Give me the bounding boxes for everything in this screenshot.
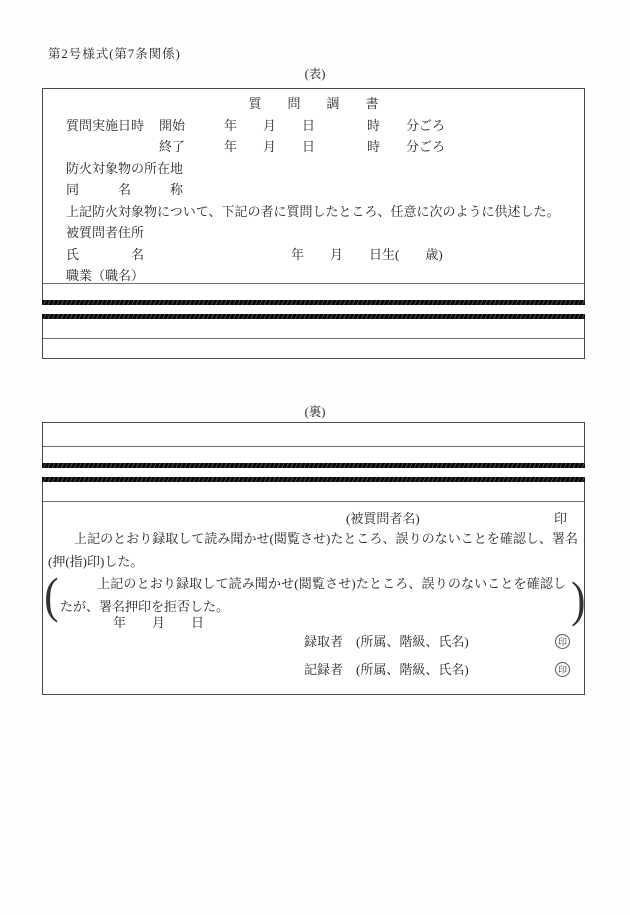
scribe-row [43, 659, 584, 681]
occupation-label: 職業（職名） [66, 268, 145, 283]
respondent-name-label: 氏 名 [66, 247, 145, 262]
statement-intro-row [43, 201, 584, 223]
back-table [42, 477, 585, 695]
left-brace: ( [44, 567, 59, 623]
continuation-row-divider [43, 338, 584, 339]
property-name-label: 同 名 称 [66, 182, 184, 197]
continuation-row-divider-back [43, 446, 584, 447]
question-datetime-start-row [43, 115, 584, 137]
recorder-row [43, 631, 584, 653]
question-datetime-label: 質問実施日時 [66, 118, 145, 133]
property-location-label: 防火対象物の所在地 [66, 161, 184, 176]
respondent-address-row [43, 222, 584, 244]
front-table-title: 質 問 調 書 [248, 96, 379, 111]
respondent-name-caption: (被質問者名) [346, 511, 420, 526]
front-table-divider [43, 283, 584, 284]
respondent-signature-row [43, 508, 584, 530]
back-table-divider [43, 501, 584, 502]
back-side-label: (裏) [304, 405, 326, 419]
start-datetime-fields: 開始 年 月 日 時 分ごろ [159, 118, 446, 133]
seal-label: 印 [554, 511, 568, 526]
property-location-row [43, 158, 584, 180]
birth-date-fields: 年 月 日生( 歳) [291, 247, 443, 262]
question-datetime-end-row [43, 136, 584, 158]
scribe-seal-icon: 印 [555, 662, 570, 677]
statement-intro-text: 上記防火対象物について、下記の者に質問したところ、任意に次のように供述した。 [66, 204, 560, 219]
back-table-tear-line [42, 477, 585, 482]
scribe-label: 記録者 (所属、階級、氏名) [304, 662, 469, 677]
front-table [42, 88, 585, 305]
continuation-tear-line-bottom [42, 463, 585, 468]
front-side-label: (表) [304, 67, 326, 81]
respondent-name-row [43, 244, 584, 266]
front-table-tear-line [42, 300, 585, 305]
date-fields: 年 月 日 [113, 615, 205, 630]
end-datetime-fields: 終了 年 月 日 時 分ごろ [159, 139, 446, 154]
statement-continuation-block-front [42, 314, 585, 359]
statement-continuation-block-back [42, 422, 585, 468]
recorder-label: 録取者 (所属、階級、氏名) [304, 634, 469, 649]
form-number-label: 第2号様式(第7条関係) [48, 47, 181, 61]
continuation-tear-line-top [42, 314, 585, 319]
respondent-address-label: 被質問者住所 [66, 225, 145, 240]
refusal-statement: 上記のとおり録取して読み聞かせ(閲覧させ)たところ、誤りのないことを確認したが、署名押印を拒否した。 [60, 576, 566, 614]
right-brace: ) [571, 571, 586, 627]
recorder-seal-icon: 印 [555, 634, 570, 649]
property-name-row [43, 179, 584, 201]
confirmation-statement: 上記のとおり録取して読み聞かせ(閲覧させ)たところ、誤りのないことを確認し、署名(押(指)印)した。 [48, 531, 578, 569]
